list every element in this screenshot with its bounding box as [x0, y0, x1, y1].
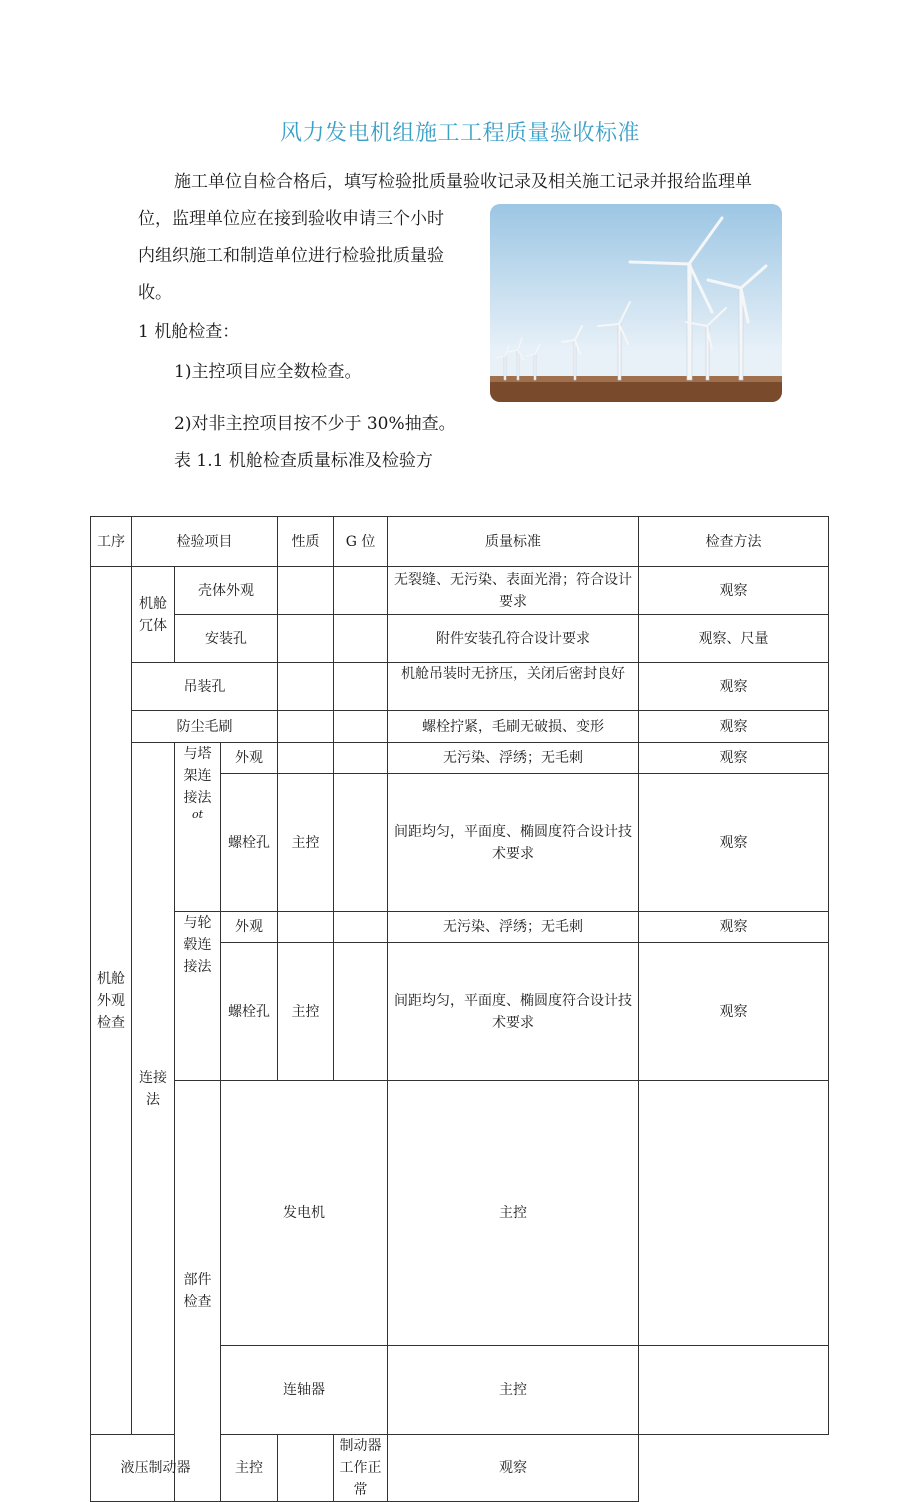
- nature-cell: [278, 743, 334, 774]
- header-process: 工序: [91, 517, 132, 567]
- subgroup-nacelle-shell: 机舱冗体: [132, 567, 175, 663]
- item-dust-brush: 防尘毛刷: [132, 711, 278, 743]
- nature-cell: [278, 567, 334, 615]
- method-shell-appearance: 观察: [639, 567, 829, 615]
- rule-2: 2)对非主控项目按不少于 30%抽查。: [174, 414, 456, 434]
- group-nacelle-appearance: 机舱外观检查: [91, 567, 132, 1435]
- g-position-cell: [334, 711, 388, 743]
- header-nature: 性质: [278, 517, 334, 567]
- g-position-cell: [278, 1435, 334, 1502]
- standard-hub-appearance: 无污染、浮绣；无毛刺: [388, 912, 639, 943]
- item-tower-bolt-hole: 螺栓孔: [221, 774, 278, 912]
- g-position-cell: [639, 1081, 829, 1346]
- standard-shell-appearance: 无裂缝、无污染、表面光滑；符合设计要求: [388, 567, 639, 615]
- method-install-hole: 观察、尺量: [639, 615, 829, 663]
- g-position-cell: [334, 567, 388, 615]
- table-row: [91, 743, 829, 774]
- table-row: [91, 912, 829, 943]
- quality-standard-table: [90, 516, 829, 1502]
- nature-cell: [278, 615, 334, 663]
- g-position-cell: [334, 943, 388, 1081]
- table-row: [91, 567, 829, 615]
- item-shell-appearance: 壳体外观: [175, 567, 278, 615]
- table-row: [91, 615, 829, 663]
- g-position-cell: [639, 1346, 829, 1435]
- method-tower-bolt-hole: 观察: [639, 774, 829, 912]
- standard-tower-bolt-hole: 间距均匀，平面度、椭圆度符合设计技术要求: [388, 774, 639, 912]
- nature-hydraulic-brake: 主控: [221, 1435, 278, 1502]
- table-row: [91, 663, 829, 711]
- item-lifting-hole: 吊装孔: [132, 663, 278, 711]
- page-title: 风力发电机组施工工程质量验收标准: [279, 121, 640, 146]
- table-row: [91, 1081, 829, 1346]
- table-row: [91, 1435, 829, 1502]
- method-tower-appearance: 观察: [639, 743, 829, 774]
- nature-cell: [278, 711, 334, 743]
- g-position-cell: [334, 912, 388, 943]
- standard-dust-brush: 螺栓拧紧，毛刷无破损、变形: [388, 711, 639, 743]
- standard-install-hole: 附件安装孔符合设计要求: [388, 615, 639, 663]
- intro-line-2: 位，监理单位应在接到验收申请三个小时: [138, 209, 444, 229]
- item-install-hole: 安装孔: [175, 615, 278, 663]
- subgroup-connection: 连接法: [132, 743, 175, 1435]
- g-position-cell: [334, 774, 388, 912]
- table-header-row: [91, 517, 829, 567]
- nature-hub-bolt-hole: 主控: [278, 943, 334, 1081]
- method-hydraulic-brake: 观察: [388, 1435, 639, 1502]
- method-lifting-hole: 观察: [639, 663, 829, 711]
- standard-tower-appearance: 无污染、浮绣；无毛刺: [388, 743, 639, 774]
- item-hub-bolt-hole: 螺栓孔: [221, 943, 278, 1081]
- table-caption: 表 1.1 机舱检查质量标准及检验方: [174, 451, 433, 471]
- g-position-cell: [334, 663, 388, 711]
- g-position-cell: [334, 743, 388, 774]
- item-coupling: 连轴器: [221, 1346, 388, 1435]
- standard-lifting-hole: 机舱吊装时无挤压，关闭后密封良好: [388, 663, 639, 711]
- section-heading: 1 机舱检查：: [138, 322, 240, 342]
- handwritten-mark: ot: [191, 808, 204, 821]
- nature-generator: 主控: [388, 1081, 639, 1346]
- item-tower-appearance: 外观: [221, 743, 278, 774]
- item-hydraulic-brake: 液压制动器: [91, 1435, 221, 1502]
- hub-connection-label: 与轮毂连接法: [175, 912, 221, 1081]
- method-hub-bolt-hole: 观察: [639, 943, 829, 1081]
- intro-line-1: 施工单位自检合格后，填写检验批质量验收记录及相关施工记录并报给监理单: [174, 172, 752, 192]
- rule-1: 1)主控项目应全数检查。: [174, 362, 362, 382]
- wind-turbine-photo: [490, 204, 782, 402]
- nature-cell: [278, 912, 334, 943]
- nature-cell: [278, 663, 334, 711]
- standard-hub-bolt-hole: 间距均匀，平面度、椭圆度符合设计技术要求: [388, 943, 639, 1081]
- table-row: [91, 711, 829, 743]
- item-hub-appearance: 外观: [221, 912, 278, 943]
- method-hub-appearance: 观察: [639, 912, 829, 943]
- nature-tower-bolt-hole: 主控: [278, 774, 334, 912]
- standard-hydraulic-brake: 制动器工作正常: [334, 1435, 388, 1502]
- nature-coupling: 主控: [388, 1346, 639, 1435]
- intro-line-4: 收。: [138, 283, 172, 303]
- intro-line-3: 内组织施工和制造单位进行检验批质量验: [138, 246, 444, 266]
- header-item: 检验项目: [132, 517, 278, 567]
- method-dust-brush: 观察: [639, 711, 829, 743]
- item-generator: 发电机: [221, 1081, 388, 1346]
- g-position-cell: [334, 615, 388, 663]
- header-standard: 质量标准: [388, 517, 639, 567]
- group-parts-inspection: 部件检查: [175, 1081, 221, 1502]
- header-method: 检查方法: [639, 517, 829, 567]
- header-g-position: G 位: [334, 517, 388, 567]
- tower-connection-text: 与塔架连接法: [183, 746, 212, 806]
- tower-connection-label: [175, 743, 221, 912]
